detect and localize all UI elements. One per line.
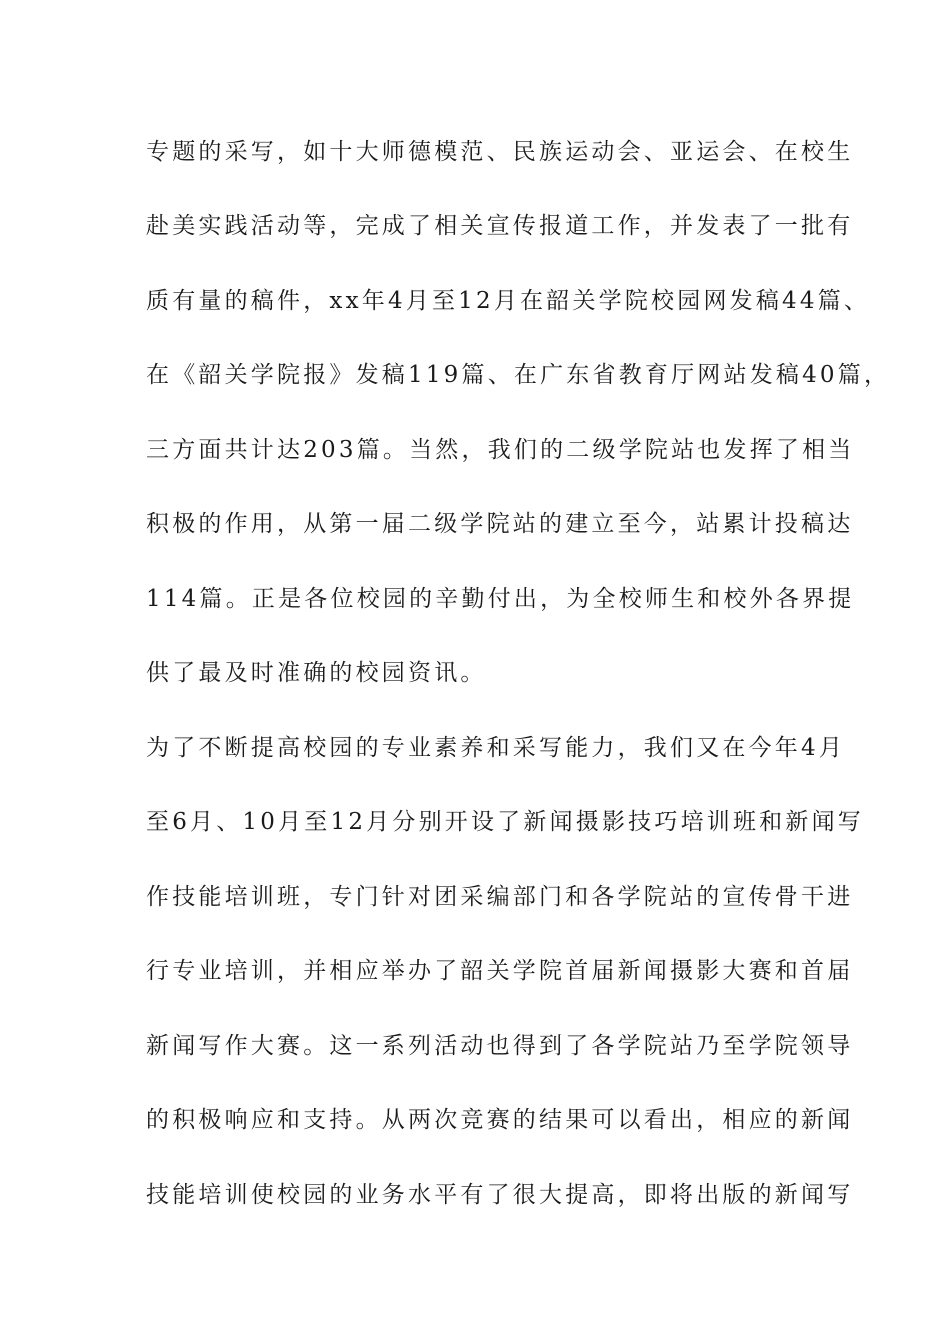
text-line-12: 行专业培训，并相应举办了韶关学院首届新闻摄影大赛和首届 <box>146 958 854 984</box>
text-line-7: 114篇。正是各位校园的辛勤付出，为全校师生和校外各界提 <box>146 586 855 612</box>
text-line-10: 至6月、10月至12月分别开设了新闻摄影技巧培训班和新闻写 <box>146 809 864 835</box>
text-line-4: 在《韶关学院报》发稿119篇、在广东省教育厅网站发稿40篇， <box>146 362 891 388</box>
text-line-14: 的积极响应和支持。从两次竞赛的结果可以看出，相应的新闻 <box>146 1107 854 1133</box>
text-line-15: 技能培训使校园的业务水平有了很大提高，即将出版的新闻写 <box>146 1182 854 1208</box>
text-line-9: 为了不断提高校园的专业素养和采写能力，我们又在今年4月 <box>146 735 846 761</box>
text-line-13: 新闻写作大赛。这一系列活动也得到了各学院站乃至学院领导 <box>146 1033 854 1059</box>
text-line-6: 积极的作用，从第一届二级学院站的建立至今，站累计投稿达 <box>146 511 854 537</box>
text-line-1: 专题的采写，如十大师德模范、民族运动会、亚运会、在校生 <box>146 139 854 165</box>
text-line-3: 质有量的稿件，xx年4月至12月在韶关学院校园网发稿44篇、 <box>146 288 871 314</box>
text-line-11: 作技能培训班，专门针对团采编部门和各学院站的宣传骨干进 <box>146 884 854 910</box>
text-line-2: 赴美实践活动等，完成了相关宣传报道工作，并发表了一批有 <box>146 213 854 239</box>
text-line-8: 供了最及时准确的校园资讯。 <box>146 660 487 686</box>
text-line-5: 三方面共计达203篇。当然，我们的二级学院站也发挥了相当 <box>146 437 855 463</box>
